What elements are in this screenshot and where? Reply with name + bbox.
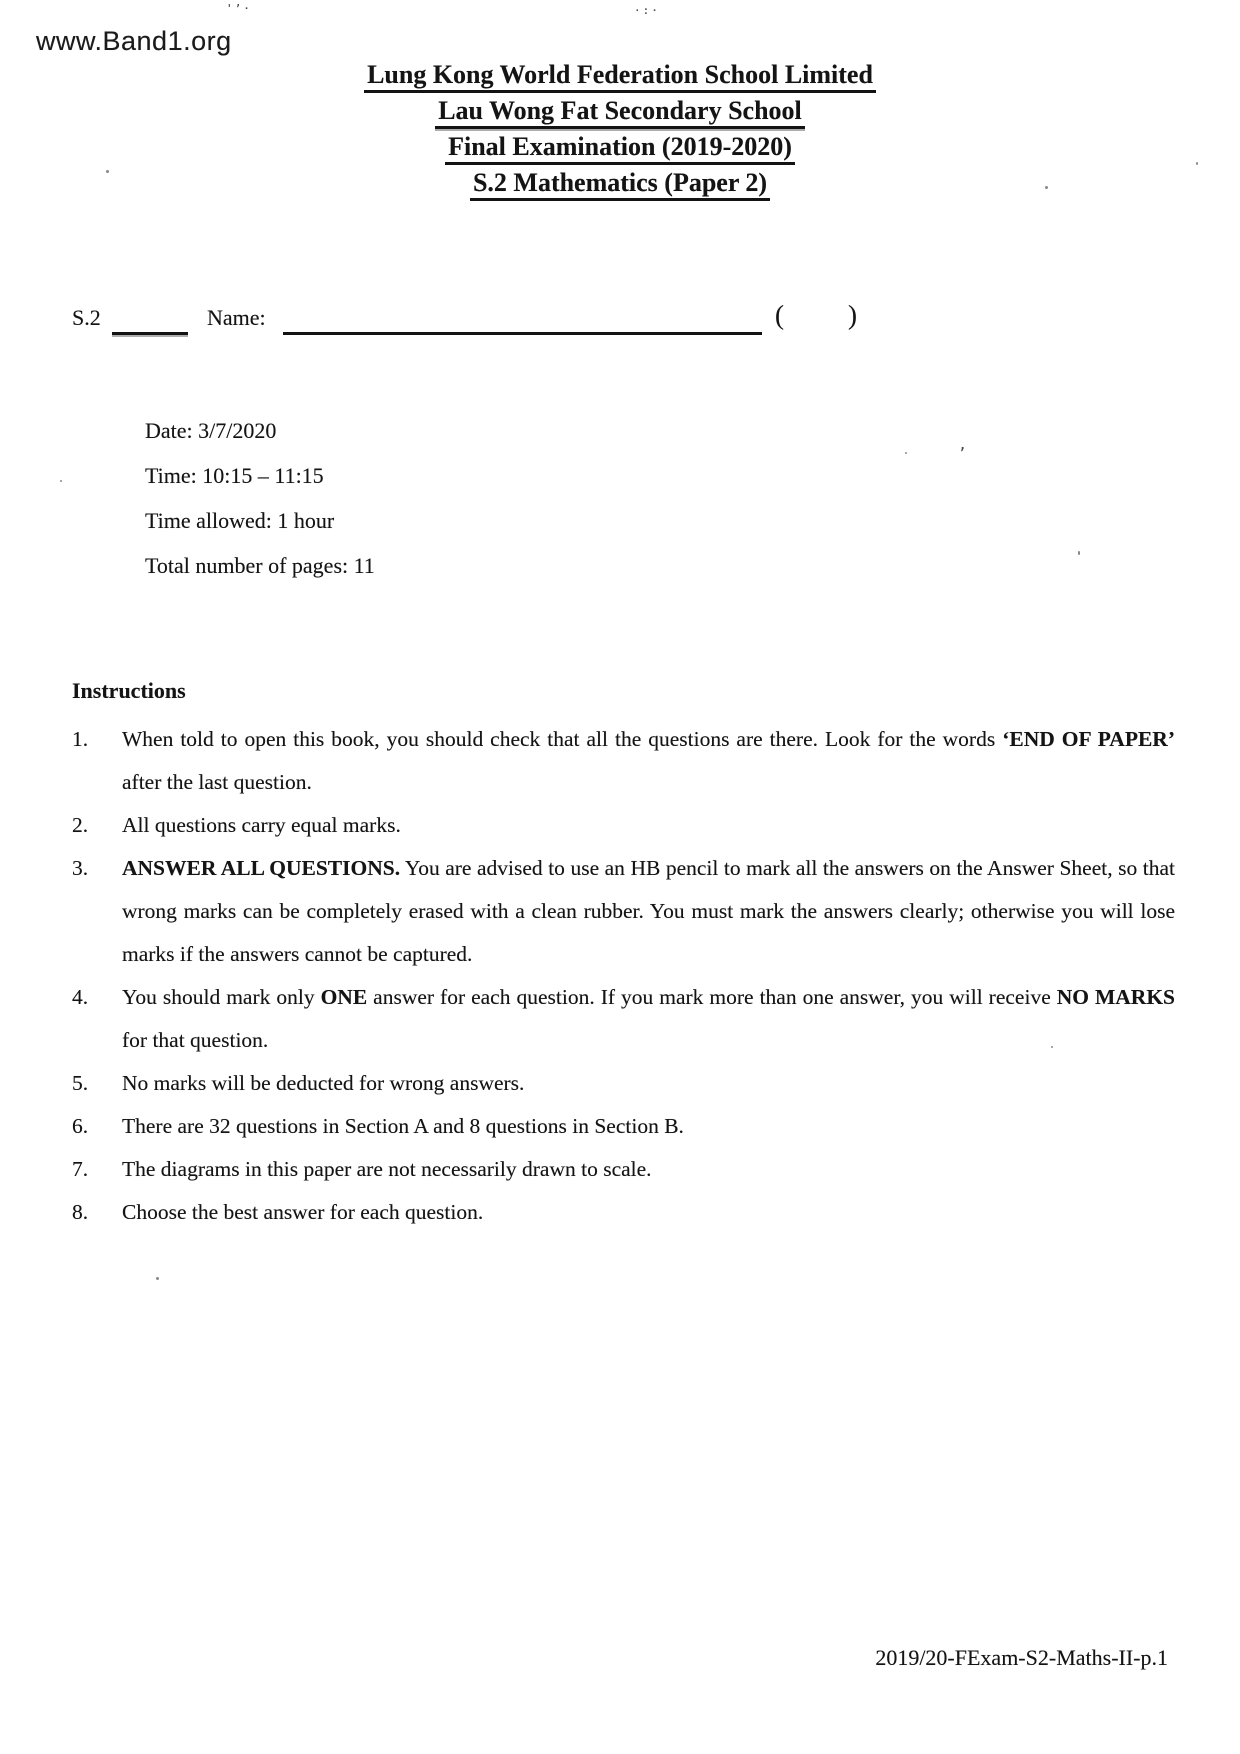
instruction-item bbox=[72, 718, 1175, 804]
scan-artifact bbox=[60, 480, 62, 482]
instruction-number: 4. bbox=[72, 985, 89, 1009]
page-footer-code: 2019/20-FExam-S2-Maths-II-p.1 bbox=[875, 1645, 1168, 1670]
scan-artifact bbox=[905, 452, 907, 454]
exam-details-block bbox=[145, 417, 375, 597]
instruction-text: All questions carry equal marks. bbox=[122, 813, 401, 837]
instructions-list bbox=[72, 718, 1175, 1234]
instructions-heading: Instructions bbox=[72, 678, 186, 703]
title-line bbox=[0, 168, 1240, 204]
instruction-item bbox=[72, 804, 1175, 847]
watermark-url: www.Band1.org bbox=[36, 26, 232, 56]
instruction-text: You should mark only ONE answer for each question. If you mark more than one answer, you will receive NO MARKS for that question. bbox=[122, 985, 1176, 1052]
scan-artifact: ·:· bbox=[634, 4, 660, 17]
instruction-number: 3. bbox=[72, 856, 89, 880]
class-label: S.2 bbox=[72, 305, 101, 330]
scan-artifact: ’ bbox=[958, 446, 969, 462]
instruction-text: ANSWER ALL QUESTIONS. You are advised to use an HB pencil to mark all the answers on the Answer Sheet, so that wrong marks can be completely erased with a clean rubber. You must mark the answers clearly; otherwise you will lose marks if the answers cannot be captured. bbox=[122, 856, 1175, 966]
instruction-item bbox=[72, 1062, 1175, 1105]
exam-total-pages: Total number of pages: 11 bbox=[145, 553, 375, 578]
exam-time: Time: 10:15 – 11:15 bbox=[145, 463, 324, 488]
instruction-item bbox=[72, 976, 1175, 1062]
name-label: Name: bbox=[207, 305, 266, 330]
scan-artifact: '’· bbox=[226, 2, 252, 15]
instruction-text: There are 32 questions in Section A and 8 questions in Section B. bbox=[122, 1114, 684, 1138]
exam-session-title: Final Examination (2019-2020) bbox=[445, 132, 795, 165]
exam-date: Date: 3/7/2020 bbox=[145, 418, 277, 443]
instruction-number: 2. bbox=[72, 813, 89, 837]
scan-artifact bbox=[1078, 551, 1080, 555]
instruction-number: 6. bbox=[72, 1114, 89, 1138]
instruction-number: 5. bbox=[72, 1071, 89, 1095]
class-number-paren-open: ( bbox=[775, 300, 784, 330]
title-line bbox=[0, 60, 1240, 96]
scan-artifact bbox=[156, 1277, 159, 1280]
title-line bbox=[0, 96, 1240, 132]
instruction-item bbox=[72, 1105, 1175, 1148]
instruction-number: 8. bbox=[72, 1200, 89, 1224]
instruction-number: 1. bbox=[72, 727, 89, 751]
class-blank-field bbox=[112, 303, 188, 335]
title-line bbox=[0, 132, 1240, 168]
name-blank-field bbox=[283, 303, 762, 335]
student-info-line bbox=[72, 300, 932, 339]
paper-subject-title: S.2 Mathematics (Paper 2) bbox=[470, 168, 770, 201]
class-number-paren-close: ) bbox=[848, 300, 857, 330]
instruction-item bbox=[72, 1148, 1175, 1191]
instruction-text: Choose the best answer for each question. bbox=[122, 1200, 484, 1224]
instruction-text: When told to open this book, you should check that all the questions are there. Look for the words ‘END OF PAPER’ after the last question. bbox=[122, 727, 1175, 794]
exam-header bbox=[0, 60, 1240, 204]
instruction-number: 7. bbox=[72, 1157, 89, 1181]
exam-time-allowed: Time allowed: 1 hour bbox=[145, 508, 335, 533]
instruction-text: No marks will be deducted for wrong answers. bbox=[122, 1071, 525, 1095]
school-organization-title: Lung Kong World Federation School Limited bbox=[364, 60, 876, 93]
instruction-text: The diagrams in this paper are not necessarily drawn to scale. bbox=[122, 1157, 652, 1181]
instruction-item bbox=[72, 1191, 1175, 1234]
school-name-title: Lau Wong Fat Secondary School bbox=[435, 96, 805, 129]
instruction-item bbox=[72, 847, 1175, 976]
